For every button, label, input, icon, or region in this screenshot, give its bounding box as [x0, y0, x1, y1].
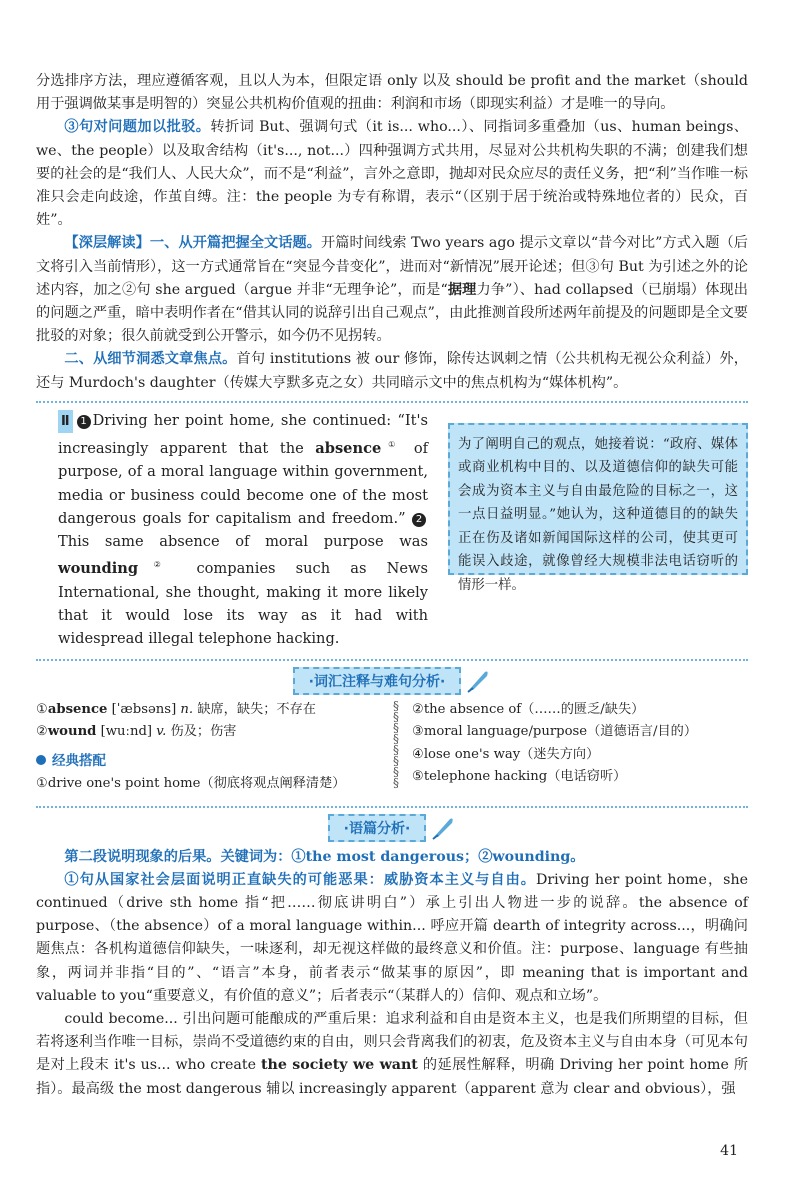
paragraph-2-heading: ③句对问题加以批驳。	[64, 119, 211, 136]
divider	[36, 659, 748, 661]
vocab-table	[36, 699, 748, 796]
analysis-paragraph-2: could become... 引出问题可能酿成的严重后果：追求利益和自由是资本主义，也是我们所期望的目标，但若将逐利当作唯一目标，崇尚不受道德约束的自由，则只会背离我们的初衷，危及资本主义与自由本身（可见本句是对上段末 it's us... who create the society we want 的延展性解释，明确 Driving her point home 所指）。最高级 the most dangerous 辅以 increasingly apparent（apparent 意为 clear and obvious），强	[36, 1010, 749, 1097]
quill-pen-icon	[430, 815, 456, 841]
phrase-item: ③moral language/purpose（道德语言/目的）	[412, 724, 698, 740]
paragraph-2: ③句对问题加以批驳。转折词 But、强调句式（it is... who...）、同指词多重叠加（us、human beings、we、the people）以及取舍结构（it's..., not...）四种强调方式共用，尽显对公共机构失职的不满；创建我们想要的社会的是“我们人、人民大众”，而不是“利益”，言外之意即，抛却对民众应尽的责任义务，把“利”当作唯一标准只会走向歧途，作茧自缚。注：the people 为专有称谓，表示“（区别于居于统治或特殊地位者的）民众，百姓”。	[36, 119, 748, 229]
paragraph-3: 【深层解读】一、从开篇把握全文话题。开篇时间线索 Two years ago 提示文章以“昔今对比”方式入题（后文将引入当前情形），这一方式通常旨在“突显今昔变化”，进而对“新情况”展开论述；但③句 But 为引述之外的论述内容，加之②句 she argued（argue 并非“无理争论”，而是“据理力争”）、had collapsed（已崩塌）体现出的问题之严重，暗中表明作者在“借其认同的说辞引出自己观点”，由此推测首段所述两年前提及的问题即是全文要批驳的对象；很久前就受到公开警示，如今仍不见拐转。	[36, 235, 748, 345]
keyword-absence: absence	[315, 440, 382, 457]
bullet-icon	[36, 755, 46, 765]
sentence-number-2: 2	[412, 513, 426, 527]
vocab-left-column	[36, 699, 386, 796]
keyword-wounding: wounding	[58, 560, 139, 578]
translation-box: 为了阐明自己的观点，她接着说：“政府、媒体或商业机构中目的、以及道德信仰的缺失可能会成为资本主义与自由最危险的目标之一，这一点日益明显。”她认为，这种道德目的的缺失正在伤及诸如新闻国际这样的公司，使其更可能误入歧途，就像曾经大规模非法电话窃听的情形一样。	[448, 423, 748, 575]
collocation-heading: 经典搭配	[36, 750, 386, 774]
quill-pen-icon	[465, 668, 491, 694]
divider	[36, 806, 748, 808]
phrase-item: ②the absence of（……的匮乏/缺失）	[412, 701, 645, 717]
phrase-item: ④lose one's way（迷失方向）	[412, 746, 600, 762]
collocation-item: ①drive one's point home（彻底将观点阐释清楚）	[36, 776, 346, 792]
page-number: 41	[720, 1143, 738, 1159]
deep-reading-tag: 【深层解读】一、从开篇把握全文话题。	[64, 235, 322, 252]
passage-block	[58, 409, 748, 651]
passage-english: Ⅱ 1 Driving her point home, she continued: “It's increasingly apparent that the absence① of purpose, of a moral language within government, media or business could become one of the most dangerous goals for capitalism and freedom.” 2This same absence of moral purpose was wounding② companies such as News International, she thought, making it more likely that it would lose its way as it had with widespread illegal telephone hacking.	[58, 411, 429, 648]
sentence-number-1: 1	[77, 415, 91, 429]
page-content	[36, 70, 748, 1101]
paragraph-4-heading: 二、从细节洞悉文章焦点。	[64, 351, 237, 368]
paragraph-4: 二、从细节洞悉文章焦点。首句 institutions 被 our 修饰，除传达讽刺之情（公共机构无视公众利益）外，还与 Murdoch's daughter（传媒大亨默多克之女）共同暗示文中的焦点机构为“媒体机构”。	[36, 351, 748, 391]
vocab-entry: ①absence [ˈæbsəns] n. 缺席，缺失；不存在	[36, 701, 316, 717]
phrase-item: ⑤telephone hacking（电话窃听）	[412, 769, 627, 785]
divider	[36, 401, 748, 403]
paragraph-1: 分选排序方法，理应遵循客观，且以人为本，但限定语 only 以及 should be profit and the market（should 用于强调做某事是明智的）突显公共机构价值观的扭曲：利润和市场（即现实利益）才是唯一的导向。	[36, 73, 748, 113]
wavy-divider: § § § § § § § §	[393, 698, 399, 790]
analysis-section-title: ·语篇分析·	[36, 814, 748, 842]
analysis-heading: 第二段说明现象的后果。关键词为：①the most dangerous；②wounding。	[64, 848, 585, 865]
vocab-right-column	[406, 699, 748, 796]
vocab-section-title: ·词汇注释与难句分析·	[36, 667, 748, 695]
paragraph-number-badge: Ⅱ	[58, 410, 73, 433]
vocab-entry: ②wound [wuːnd] v. 伤及；伤害	[36, 724, 237, 740]
analysis-paragraph-1: ①句从国家社会层面说明正直缺失的可能恶果：威胁资本主义与自由。Driving her point home，she continued（drive sth home 指“把……彻底讲明白”）承上引出人物进一步的说辞。the absence of purpose、（the absence）of a moral language within... 呼应开篇 dearth of integrity across...，明确问题焦点：各机构道德信仰缺失，一味逐利，却无视这样做的最终意义和价值。注：purpose、language 有些抽象，两词并非指“目的”、“语言”本身，前者表示“做某事的原因”，即 meaning that is important and valuable to you“重要意义，有价值的意义”；后者表示“（某群人的）信仰、观点和立场”。	[36, 871, 748, 1004]
